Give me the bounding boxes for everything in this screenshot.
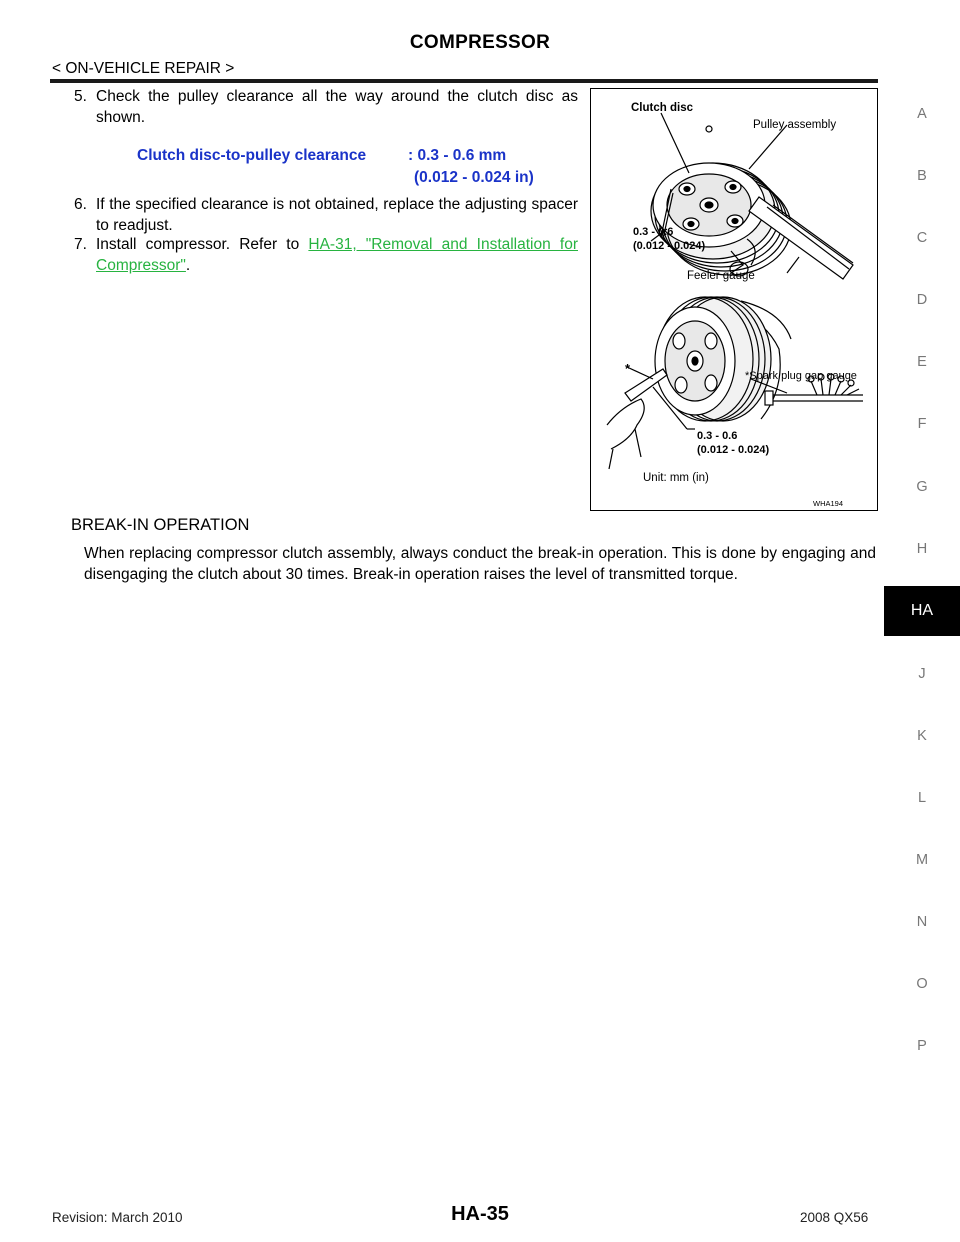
spec-value-mm: : 0.3 - 0.6 mm [408, 147, 507, 164]
tab-m[interactable]: M [915, 852, 929, 868]
tab-g[interactable]: G [916, 479, 928, 495]
tab-f[interactable]: F [917, 416, 927, 432]
step-text: If the specified clearance is not obtained, replace the adjusting spacer to readjust. [96, 196, 578, 234]
step-7: 7. Install compressor. Refer to HA-31, "Removal and Installation for Compressor". [74, 236, 578, 274]
step-number: 6. [74, 196, 87, 213]
label-spark-plug-gap-gauge: *Spark plug gap gauge [745, 370, 857, 382]
label-clearance-bottom: 0.3 - 0.6 [697, 430, 738, 442]
clearance-illustration [591, 89, 877, 510]
tab-n[interactable]: N [916, 914, 928, 930]
label-clearance-top: 0.3 - 0.6 [633, 226, 674, 238]
label-clearance-bottom-in: (0.012 - 0.024) [697, 444, 770, 456]
model-year: 2008 QX56 [800, 1210, 869, 1225]
spec-label: Clutch disc-to-pulley clearance [137, 147, 367, 164]
label-clearance-top-in: (0.012 - 0.024) [633, 240, 706, 252]
break-in-heading: BREAK-IN OPERATION [71, 516, 250, 534]
clearance-figure [590, 88, 878, 511]
step-5 [74, 86, 578, 128]
label-clutch-disc: Clutch disc [631, 102, 693, 114]
tab-ha[interactable]: HA [884, 586, 960, 636]
step-number: 5. [74, 88, 87, 105]
step-number: 7. [74, 236, 87, 253]
tab-d[interactable]: D [916, 292, 928, 308]
label-unit: Unit: mm (in) [643, 472, 709, 484]
header-rule [50, 79, 878, 83]
figure-code: WHA194 [813, 499, 844, 508]
label-feeler-gauge: Feeler gauge [687, 270, 755, 282]
tab-p[interactable]: P [917, 1038, 927, 1054]
spec-value-in: (0.012 - 0.024 in) [414, 169, 534, 186]
step-text: Install compressor. Refer to [96, 236, 309, 253]
break-in-text: When replacing compressor clutch assembly, always conduct the break-in operation. This is done by engaging and disengaging the clutch about 30 times. Break-in operation raises the level of transmitted torque. [84, 545, 876, 583]
tab-e[interactable]: E [917, 354, 927, 370]
label-pulley-assembly: Pulley assembly [753, 119, 837, 131]
tab-b[interactable]: B [917, 168, 927, 184]
tab-j[interactable]: J [918, 666, 926, 682]
step-6 [74, 194, 578, 236]
label-asterisk: * [625, 361, 631, 376]
revision-date: Revision: March 2010 [52, 1210, 183, 1225]
step-text: Check the pulley clearance all the way around the clutch disc as shown. [96, 88, 578, 126]
page-number: HA-35 [451, 1203, 509, 1225]
tab-a[interactable]: A [917, 106, 927, 122]
page-title: COMPRESSOR [409, 32, 551, 53]
tab-c[interactable]: C [916, 230, 928, 246]
removal-installation-link[interactable]: HA-31, "Removal and Installation for Compressor" [96, 236, 578, 274]
section-label: < ON-VEHICLE REPAIR > [52, 60, 235, 77]
tab-h[interactable]: H [916, 541, 928, 557]
tab-l[interactable]: L [917, 790, 927, 806]
tab-o[interactable]: O [916, 976, 928, 992]
tab-k[interactable]: K [917, 728, 927, 744]
